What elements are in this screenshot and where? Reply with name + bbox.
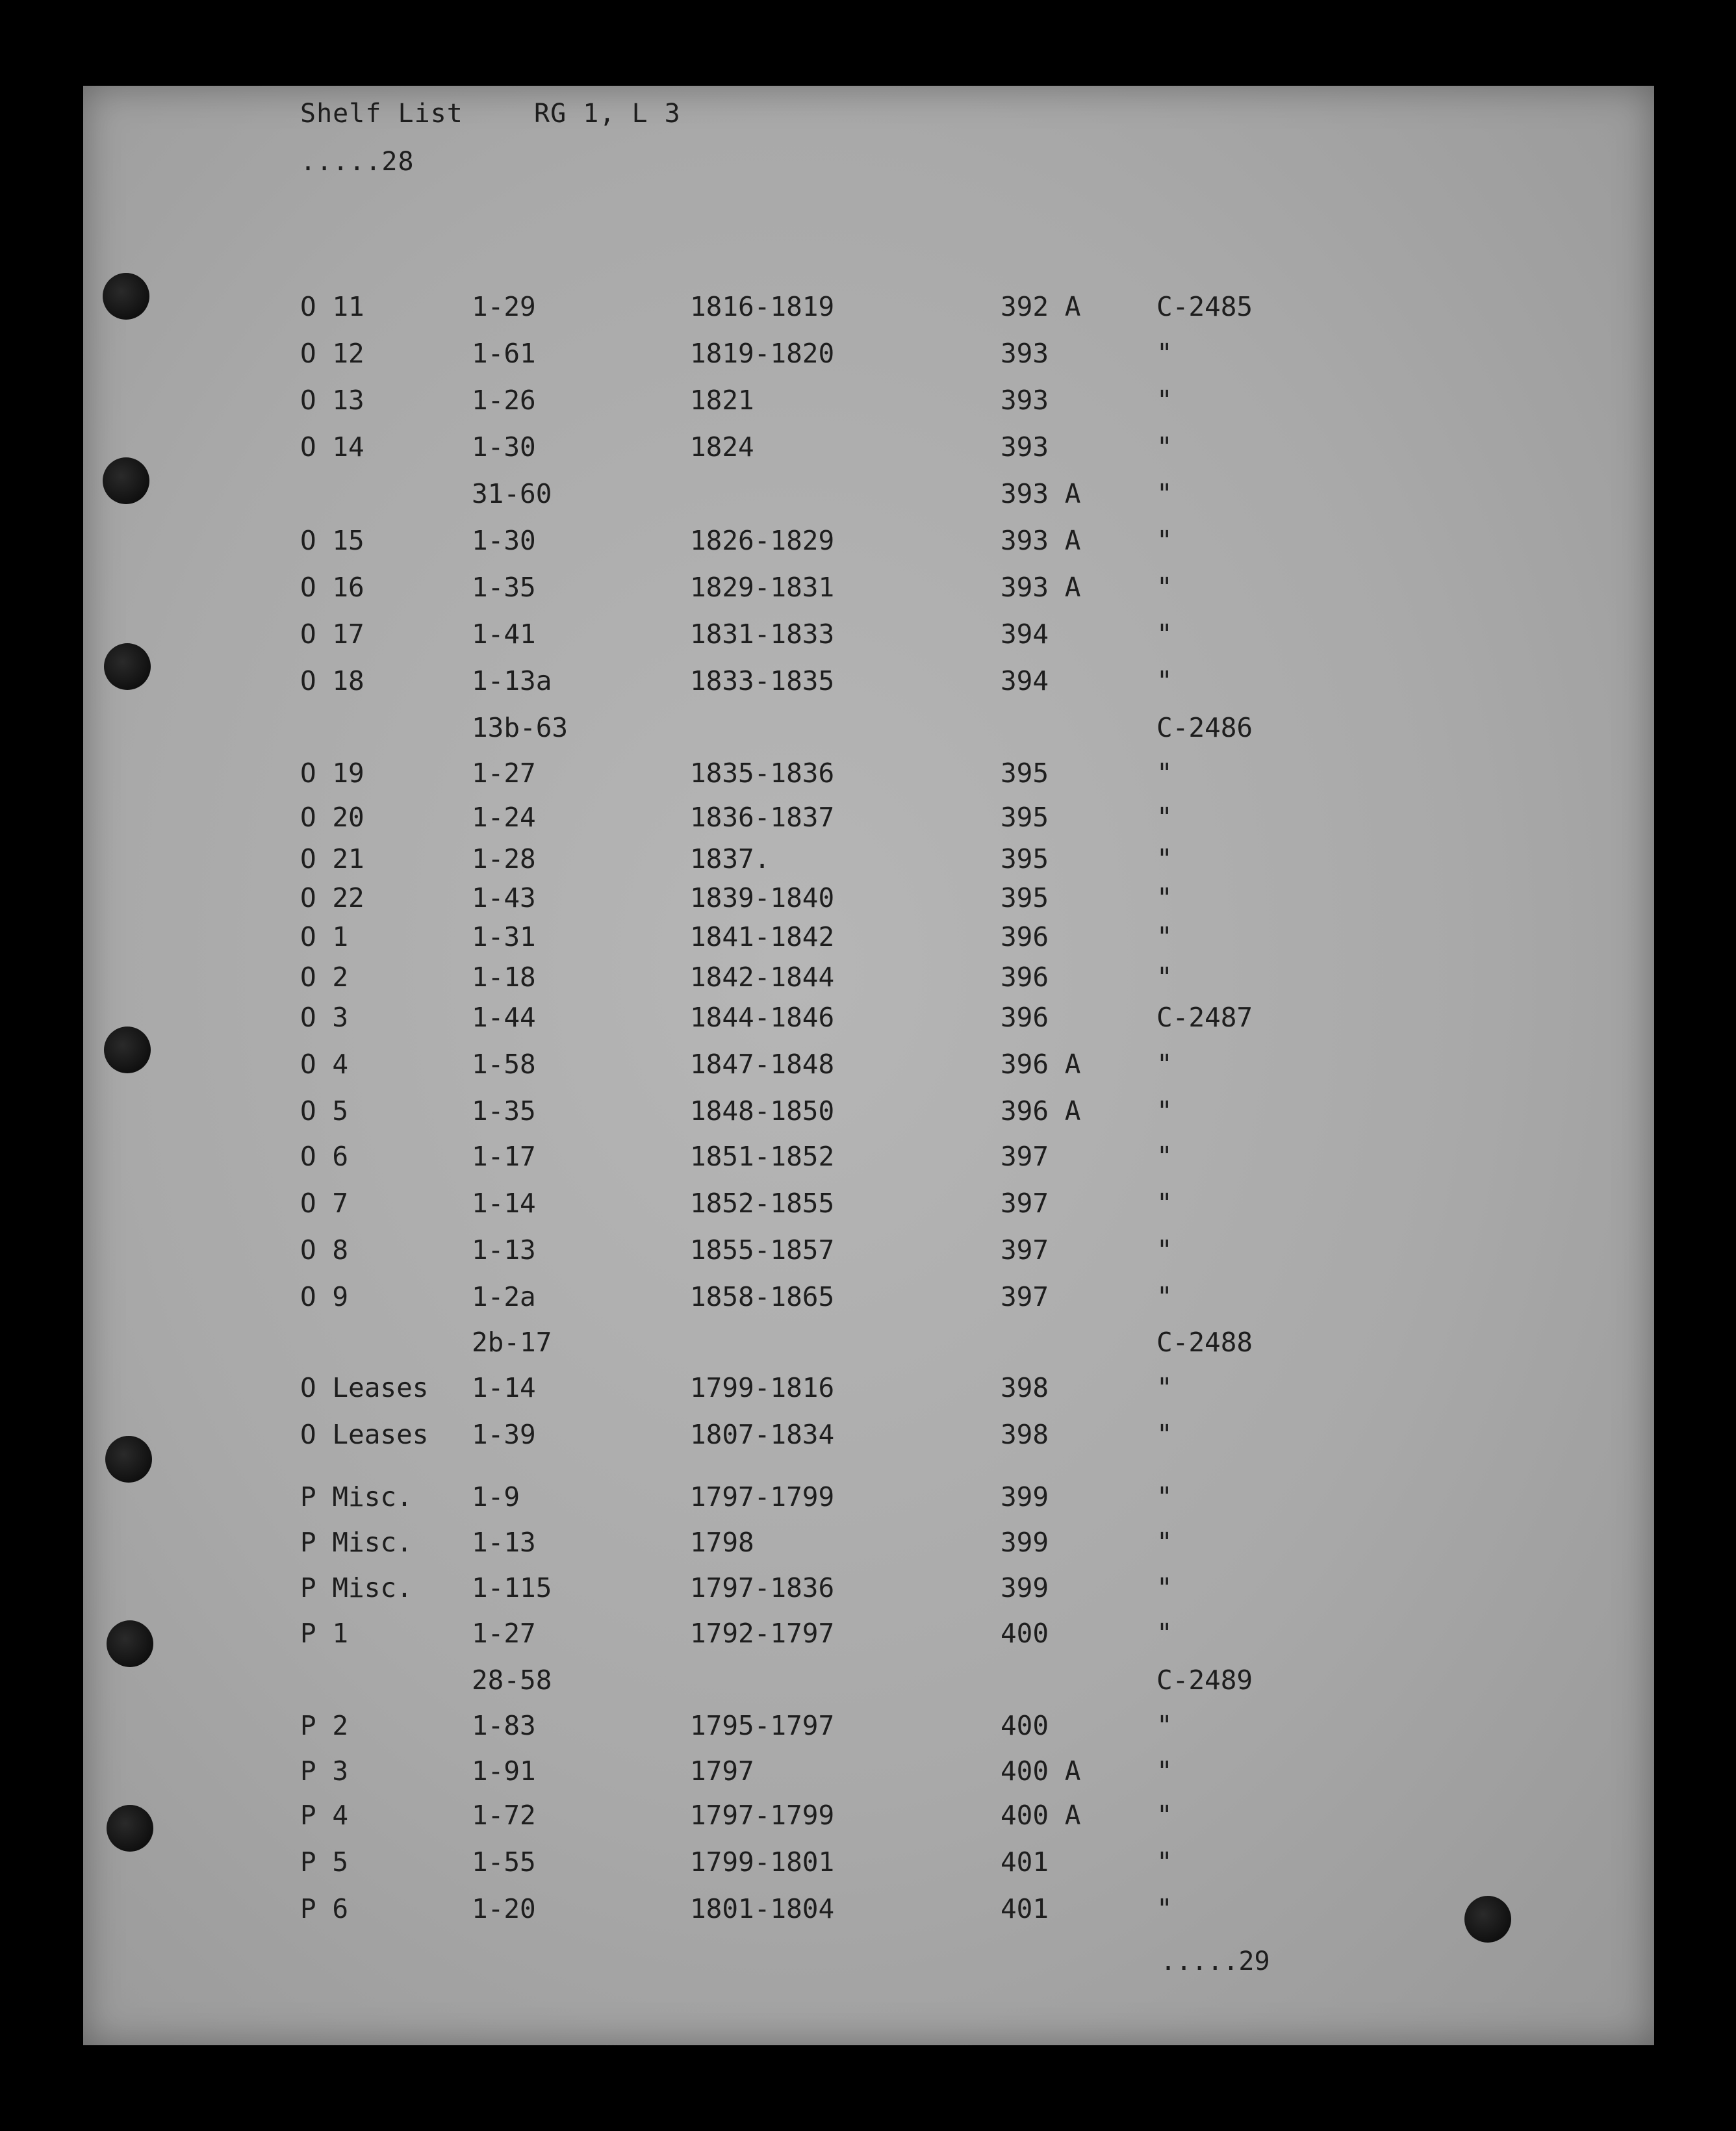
series-cell: P Misc.: [300, 1572, 413, 1603]
table-row: [0, 1527, 1429, 1563]
series-cell: P 1: [300, 1618, 349, 1649]
date-range-cell: 1829-1831: [690, 572, 835, 603]
table-row: [0, 525, 1429, 561]
date-range-cell: 1798: [690, 1527, 754, 1558]
box-number-cell: 401: [1001, 1893, 1049, 1924]
series-cell: P 6: [300, 1893, 349, 1924]
roll-number-cell: ": [1156, 665, 1173, 696]
roll-number-cell: ": [1156, 882, 1173, 913]
roll-number-cell: ": [1156, 1481, 1173, 1512]
table-row: [0, 1049, 1429, 1085]
item-range-cell: 1-24: [472, 802, 536, 833]
date-range-cell: 1819-1820: [690, 338, 835, 369]
box-number-cell: 397: [1001, 1281, 1049, 1312]
roll-number-cell: ": [1156, 1710, 1173, 1741]
table-row: [0, 1846, 1429, 1883]
roll-number-cell: ": [1156, 1188, 1173, 1219]
date-range-cell: 1833-1835: [690, 665, 835, 696]
series-cell: O 11: [300, 291, 364, 322]
table-row: [0, 1665, 1429, 1701]
continued-from-page: .....28: [300, 147, 415, 177]
box-number-cell: 394: [1001, 619, 1049, 650]
roll-number-cell: ": [1156, 1234, 1173, 1266]
series-cell: O 9: [300, 1281, 349, 1312]
table-row: [0, 1095, 1429, 1132]
box-number-cell: 400 A: [1001, 1755, 1081, 1787]
table-row: [0, 1710, 1429, 1746]
roll-number-cell: C-2485: [1156, 291, 1253, 322]
item-range-cell: 1-29: [472, 291, 536, 322]
roll-number-cell: ": [1156, 478, 1173, 509]
table-row: [0, 338, 1429, 374]
roll-number-cell: C-2487: [1156, 1002, 1253, 1033]
date-range-cell: 1837.: [690, 843, 771, 874]
box-number-cell: 396 A: [1001, 1095, 1081, 1127]
item-range-cell: 1-13: [472, 1234, 536, 1266]
date-range-cell: 1824: [690, 431, 754, 463]
table-row: [0, 1618, 1429, 1654]
roll-number-cell: ": [1156, 758, 1173, 789]
roll-number-cell: ": [1156, 1372, 1173, 1403]
series-cell: O 1: [300, 921, 349, 952]
item-range-cell: 1-13: [472, 1527, 536, 1558]
table-row: [0, 1141, 1429, 1177]
item-range-cell: 1-35: [472, 572, 536, 603]
series-cell: O 14: [300, 431, 364, 463]
date-range-cell: 1848-1850: [690, 1095, 835, 1127]
roll-number-cell: C-2489: [1156, 1665, 1253, 1696]
series-cell: O 18: [300, 665, 364, 696]
date-range-cell: 1801-1804: [690, 1893, 835, 1924]
item-range-cell: 1-13a: [472, 665, 552, 696]
series-cell: O 20: [300, 802, 364, 833]
punch-hole: [1464, 1896, 1511, 1943]
series-cell: P Misc.: [300, 1527, 413, 1558]
series-cell: O 19: [300, 758, 364, 789]
series-cell: P 5: [300, 1846, 349, 1878]
date-range-cell: 1797: [690, 1755, 754, 1787]
series-cell: P 4: [300, 1800, 349, 1831]
date-range-cell: 1836-1837: [690, 802, 835, 833]
table-row: [0, 291, 1429, 327]
continued-to-page: .....29: [1160, 1946, 1270, 1976]
item-range-cell: 2b-17: [472, 1327, 552, 1358]
roll-number-cell: ": [1156, 921, 1173, 952]
box-number-cell: 398: [1001, 1372, 1049, 1403]
roll-number-cell: C-2486: [1156, 712, 1253, 743]
table-row: [0, 619, 1429, 655]
table-row: [0, 1419, 1429, 1455]
table-row: [0, 843, 1429, 880]
item-range-cell: 1-17: [472, 1141, 536, 1172]
roll-number-cell: ": [1156, 843, 1173, 874]
item-range-cell: 1-41: [472, 619, 536, 650]
table-row: [0, 431, 1429, 468]
table-row: [0, 478, 1429, 515]
box-number-cell: 395: [1001, 758, 1049, 789]
box-number-cell: 397: [1001, 1141, 1049, 1172]
box-number-cell: 393: [1001, 431, 1049, 463]
date-range-cell: 1842-1844: [690, 962, 835, 993]
date-range-cell: 1835-1836: [690, 758, 835, 789]
series-cell: O 2: [300, 962, 349, 993]
item-range-cell: 1-27: [472, 1618, 536, 1649]
table-row: [0, 1481, 1429, 1518]
table-row: [0, 1188, 1429, 1224]
table-row: [0, 1372, 1429, 1409]
table-row: [0, 802, 1429, 838]
date-range-cell: 1847-1848: [690, 1049, 835, 1080]
date-range-cell: 1852-1855: [690, 1188, 835, 1219]
box-number-cell: 396 A: [1001, 1049, 1081, 1080]
roll-number-cell: ": [1156, 1846, 1173, 1878]
item-range-cell: 1-39: [472, 1419, 536, 1450]
box-number-cell: 397: [1001, 1188, 1049, 1219]
table-row: [0, 962, 1429, 998]
item-range-cell: 1-2a: [472, 1281, 536, 1312]
box-number-cell: 397: [1001, 1234, 1049, 1266]
series-cell: O 16: [300, 572, 364, 603]
series-cell: O 17: [300, 619, 364, 650]
box-number-cell: 400 A: [1001, 1800, 1081, 1831]
table-row: [0, 882, 1429, 919]
item-range-cell: 1-14: [472, 1188, 536, 1219]
date-range-cell: 1807-1834: [690, 1419, 835, 1450]
item-range-cell: 1-61: [472, 338, 536, 369]
date-range-cell: 1799-1816: [690, 1372, 835, 1403]
roll-number-cell: ": [1156, 1527, 1173, 1558]
series-cell: O 4: [300, 1049, 349, 1080]
box-number-cell: 395: [1001, 843, 1049, 874]
item-range-cell: 1-30: [472, 525, 536, 556]
table-row: [0, 1800, 1429, 1836]
box-number-cell: 396: [1001, 921, 1049, 952]
series-cell: O 21: [300, 843, 364, 874]
table-row: [0, 1234, 1429, 1271]
series-cell: P 2: [300, 1710, 349, 1741]
date-range-cell: 1858-1865: [690, 1281, 835, 1312]
table-row: [0, 921, 1429, 958]
series-cell: O 6: [300, 1141, 349, 1172]
series-cell: O 22: [300, 882, 364, 913]
item-range-cell: 1-26: [472, 385, 536, 416]
box-number-cell: 392 A: [1001, 291, 1081, 322]
box-number-cell: 395: [1001, 882, 1049, 913]
box-number-cell: 394: [1001, 665, 1049, 696]
date-range-cell: 1797-1799: [690, 1481, 835, 1512]
box-number-cell: 396: [1001, 1002, 1049, 1033]
roll-number-cell: ": [1156, 1800, 1173, 1831]
box-number-cell: 396: [1001, 962, 1049, 993]
table-row: [0, 385, 1429, 421]
item-range-cell: 1-31: [472, 921, 536, 952]
table-row: [0, 665, 1429, 702]
series-cell: P Misc.: [300, 1481, 413, 1512]
table-row: [0, 1755, 1429, 1792]
series-cell: P 3: [300, 1755, 349, 1787]
box-number-cell: 393 A: [1001, 478, 1081, 509]
date-range-cell: 1844-1846: [690, 1002, 835, 1033]
item-range-cell: 1-20: [472, 1893, 536, 1924]
item-range-cell: 1-14: [472, 1372, 536, 1403]
series-cell: O 15: [300, 525, 364, 556]
item-range-cell: 1-35: [472, 1095, 536, 1127]
date-range-cell: 1792-1797: [690, 1618, 835, 1649]
item-range-cell: 1-44: [472, 1002, 536, 1033]
item-range-cell: 31-60: [472, 478, 552, 509]
roll-number-cell: ": [1156, 431, 1173, 463]
table-row: [0, 1281, 1429, 1318]
roll-number-cell: ": [1156, 1049, 1173, 1080]
table-row: [0, 758, 1429, 794]
roll-number-cell: C-2488: [1156, 1327, 1253, 1358]
table-row: [0, 572, 1429, 608]
item-range-cell: 1-58: [472, 1049, 536, 1080]
item-range-cell: 28-58: [472, 1665, 552, 1696]
date-range-cell: 1797-1799: [690, 1800, 835, 1831]
record-group-label: RG 1, L 3: [534, 99, 681, 129]
box-number-cell: 399: [1001, 1527, 1049, 1558]
roll-number-cell: ": [1156, 338, 1173, 369]
date-range-cell: 1797-1836: [690, 1572, 835, 1603]
roll-number-cell: ": [1156, 1281, 1173, 1312]
table-row: [0, 1572, 1429, 1609]
roll-number-cell: ": [1156, 1095, 1173, 1127]
roll-number-cell: ": [1156, 962, 1173, 993]
item-range-cell: 1-91: [472, 1755, 536, 1787]
roll-number-cell: ": [1156, 525, 1173, 556]
item-range-cell: 1-28: [472, 843, 536, 874]
shelf-list-title: Shelf List: [300, 99, 463, 129]
item-range-cell: 1-27: [472, 758, 536, 789]
box-number-cell: 393: [1001, 385, 1049, 416]
date-range-cell: 1839-1840: [690, 882, 835, 913]
item-range-cell: 1-72: [472, 1800, 536, 1831]
box-number-cell: 401: [1001, 1846, 1049, 1878]
item-range-cell: 1-9: [472, 1481, 520, 1512]
box-number-cell: 399: [1001, 1572, 1049, 1603]
date-range-cell: 1795-1797: [690, 1710, 835, 1741]
date-range-cell: 1816-1819: [690, 291, 835, 322]
box-number-cell: 395: [1001, 802, 1049, 833]
box-number-cell: 393 A: [1001, 572, 1081, 603]
roll-number-cell: ": [1156, 1893, 1173, 1924]
series-cell: O 12: [300, 338, 364, 369]
box-number-cell: 399: [1001, 1481, 1049, 1512]
series-cell: O Leases: [300, 1372, 429, 1403]
roll-number-cell: ": [1156, 385, 1173, 416]
item-range-cell: 1-115: [472, 1572, 552, 1603]
date-range-cell: 1841-1842: [690, 921, 835, 952]
item-range-cell: 1-83: [472, 1710, 536, 1741]
roll-number-cell: ": [1156, 802, 1173, 833]
table-row: [0, 1893, 1429, 1930]
series-cell: O 8: [300, 1234, 349, 1266]
series-cell: O 7: [300, 1188, 349, 1219]
roll-number-cell: ": [1156, 1419, 1173, 1450]
series-cell: O 13: [300, 385, 364, 416]
date-range-cell: 1821: [690, 385, 754, 416]
item-range-cell: 1-30: [472, 431, 536, 463]
series-cell: O Leases: [300, 1419, 429, 1450]
roll-number-cell: ": [1156, 1141, 1173, 1172]
roll-number-cell: ": [1156, 619, 1173, 650]
roll-number-cell: ": [1156, 1755, 1173, 1787]
item-range-cell: 1-55: [472, 1846, 536, 1878]
roll-number-cell: ": [1156, 1572, 1173, 1603]
box-number-cell: 400: [1001, 1618, 1049, 1649]
box-number-cell: 393 A: [1001, 525, 1081, 556]
series-cell: O 3: [300, 1002, 349, 1033]
roll-number-cell: ": [1156, 572, 1173, 603]
date-range-cell: 1799-1801: [690, 1846, 835, 1878]
date-range-cell: 1831-1833: [690, 619, 835, 650]
box-number-cell: 400: [1001, 1710, 1049, 1741]
date-range-cell: 1826-1829: [690, 525, 835, 556]
item-range-cell: 1-18: [472, 962, 536, 993]
box-number-cell: 393: [1001, 338, 1049, 369]
table-row: [0, 1002, 1429, 1038]
date-range-cell: 1855-1857: [690, 1234, 835, 1266]
item-range-cell: 13b-63: [472, 712, 568, 743]
table-row: [0, 1327, 1429, 1363]
table-row: [0, 712, 1429, 748]
series-cell: O 5: [300, 1095, 349, 1127]
date-range-cell: 1851-1852: [690, 1141, 835, 1172]
item-range-cell: 1-43: [472, 882, 536, 913]
box-number-cell: 398: [1001, 1419, 1049, 1450]
roll-number-cell: ": [1156, 1618, 1173, 1649]
